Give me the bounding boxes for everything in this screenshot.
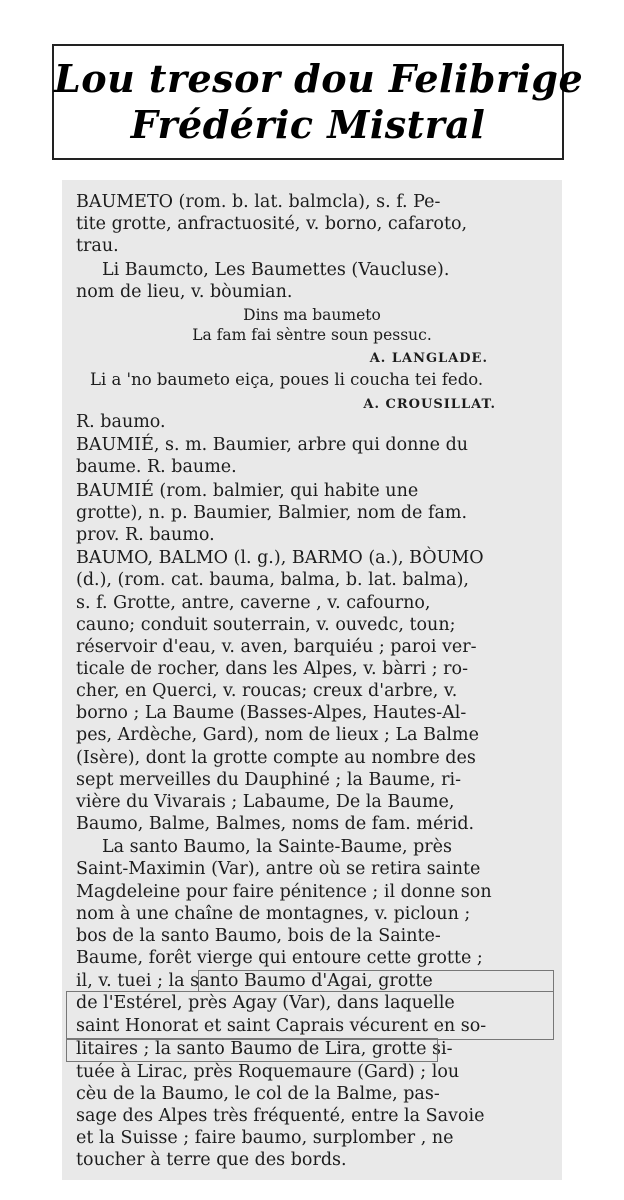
quote-line: Li a 'no baumeto eiça, poues li coucha tei fedo. xyxy=(90,370,484,389)
entry-line: cauno; conduit souterrain, v. ouvedc, toun; xyxy=(76,615,456,635)
entry-line: bos de la santo Baumo, bois de la Sainte- xyxy=(76,926,441,946)
entry-line: BAUMIÉ (rom. balmier, qui habite une xyxy=(76,481,419,501)
entry-line: sept merveilles du Dauphiné ; la Baume, ri- xyxy=(76,770,461,790)
entry-line: BAUMO, BALMO (l. g.), BARMO (a.), BÒUMO xyxy=(76,548,484,568)
entry-line: (Isère), dont la grotte compte au nombre des xyxy=(76,748,476,768)
entry-line: toucher à terre que des bords. xyxy=(76,1150,347,1170)
entry-line: s. f. Grotte, antre, caverne , v. cafourno, xyxy=(76,593,431,613)
quote-author: A. LANGLADE. xyxy=(369,351,488,366)
entry-line: grotte), n. p. Baumier, Balmier, nom de fam. xyxy=(76,503,468,523)
entry-line: ticale de rocher, dans les Alpes, v. bàrri ; ro- xyxy=(76,659,468,679)
entry-line: nom à une chaîne de montagnes, v. picloun ; xyxy=(76,904,471,924)
entry-line: réservoir d'eau, v. aven, barquiéu ; paroi ver- xyxy=(76,637,477,657)
entry-line: tite grotte, anfractuosité, v. borno, cafaroto, xyxy=(76,214,468,234)
entry-line: (d.), (rom. cat. bauma, balma, b. lat. balma), xyxy=(76,570,469,590)
quote-line: La fam fai sèntre soun pessuc. xyxy=(192,326,432,344)
entry-line: vière du Vivarais ; Labaume, De la Baume, xyxy=(76,792,455,812)
entry-line: trau. xyxy=(76,236,119,256)
entry-line: baume. R. baume. xyxy=(76,457,237,477)
entry-line: litaires ; la santo Baumo de Lira, grotte si- xyxy=(76,1039,453,1059)
entry-line: Baumo, Balme, Balmes, noms de fam. mérid. xyxy=(76,814,475,834)
entry-line: nom de lieu, v. bòumian. xyxy=(76,282,293,302)
entry-line: Li Baumcto, Les Baumettes (Vaucluse). xyxy=(102,260,450,280)
entry-line: prov. R. baumo. xyxy=(76,525,215,545)
entry-line: R. baumo. xyxy=(76,412,166,432)
quote-line: Dins ma baumeto xyxy=(243,306,381,324)
title-line-1: Lou tresor dou Felibrige xyxy=(54,56,584,101)
title-box xyxy=(52,44,584,160)
title-line-2: Frédéric Mistral xyxy=(130,102,486,147)
entry-line: saint Honorat et saint Caprais vécurent en so- xyxy=(76,1016,487,1036)
entry-line: il, v. tuei ; la santo Baumo d'Agai, grotte xyxy=(76,971,433,991)
entry-line: Baume, forêt vierge qui entoure cette grotte ; xyxy=(76,948,483,968)
entry-line: BAUMETO (rom. b. lat. balmcla), s. f. Pe- xyxy=(76,192,441,212)
entry-line: cher, en Querci, v. roucas; creux d'arbre, v. xyxy=(76,681,458,701)
entry-line: et la Suisse ; faire baumo, surplomber , ne xyxy=(76,1128,454,1148)
entry-line: Saint-Maximin (Var), antre où se retira sainte xyxy=(76,859,481,879)
entry-line: tuée à Lirac, près Roquemaure (Gard) ; lou xyxy=(76,1062,460,1082)
entry-line: Magdeleine pour faire pénitence ; il donne son xyxy=(76,882,492,902)
entry-line: de l'Estérel, près Agay (Var), dans laquelle xyxy=(76,993,455,1013)
quote-author: A. CROUSILLAT. xyxy=(363,397,496,412)
entry-line: pes, Ardèche, Gard), nom de lieux ; La Balme xyxy=(76,725,479,745)
entry-line: BAUMIÉ, s. m. Baumier, arbre qui donne du xyxy=(76,435,469,455)
entry-line: sage des Alpes très fréquenté, entre la Savoie xyxy=(76,1106,485,1126)
entry-line: La santo Baumo, la Sainte-Baume, près xyxy=(102,837,452,857)
entry-line: cèu de la Baumo, le col de la Balme, pas- xyxy=(76,1084,440,1104)
dictionary-scan xyxy=(62,180,562,1180)
entry-line: borno ; La Baume (Basses-Alpes, Hautes-Al- xyxy=(76,703,467,723)
